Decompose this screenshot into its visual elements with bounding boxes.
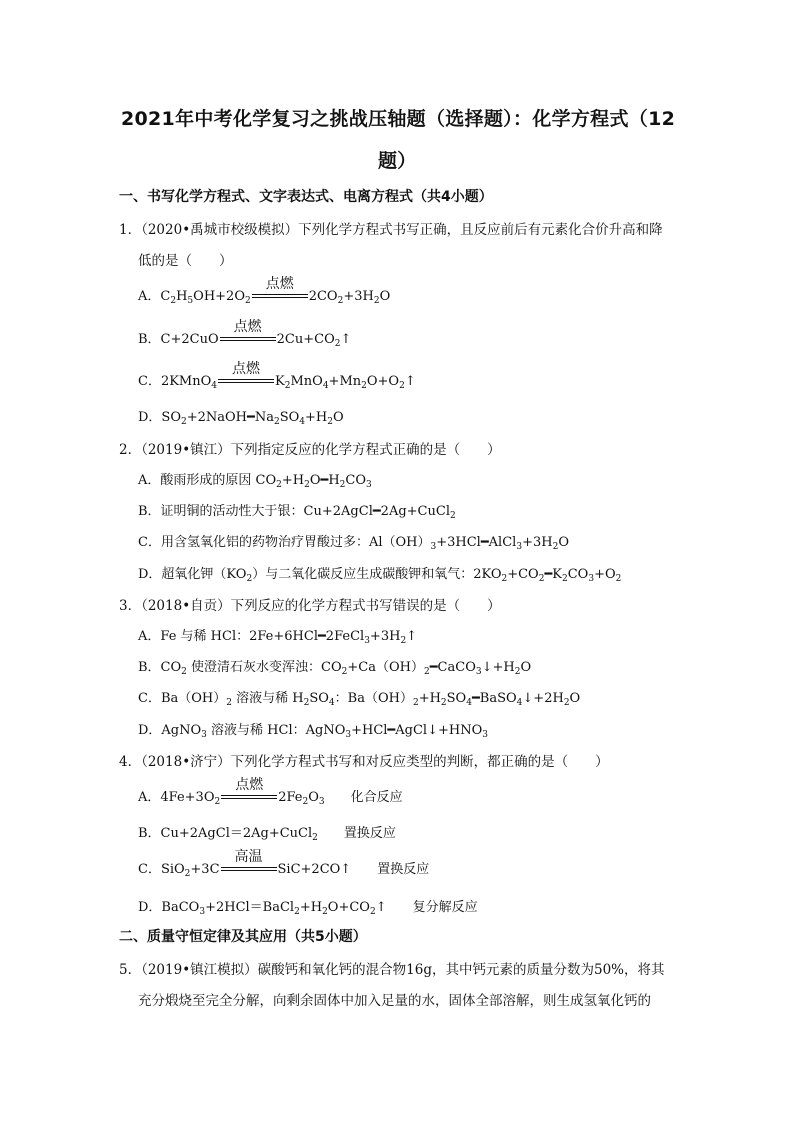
reaction-type-a: 化合反应	[350, 790, 403, 805]
reaction-condition	[221, 776, 277, 805]
reaction-condition	[252, 275, 308, 304]
question-1-option-b: B．C+2CuO 点燃 $2Cu+CO_2↑$	[138, 328, 351, 349]
section-heading-2: 二、质量守恒定律及其应用（共5小题）	[119, 929, 367, 945]
reaction-type-b: 置换反应	[343, 826, 396, 841]
question-1-option-d: D．$SO_2+2NaOH━Na_2SO_4+H_2O$	[138, 410, 344, 427]
condition-text: 点燃	[265, 275, 294, 292]
question-3-option-b: B．$CO_2$ 使澄清石灰水变浑浊：$CO_2+Ca(OH)_2━CaCO_3↓+H_2O$	[138, 660, 532, 677]
question-1-stem-line-1: 1．（2020•禹城市校级模拟）下列化学方程式书写正确，且反应前后有元素化合价升高和降	[119, 222, 663, 238]
question-2-stem: 2．（2019•镇江）下列指定反应的化学方程式正确的是（ ）	[119, 442, 501, 458]
question-2-option-d: D．超氧化钾$(KO_2)$与二氧化碳反应生成碳酸钾和氧气：$2KO_2+CO_2━K_2CO_3+O_2$	[138, 567, 622, 584]
question-2-option-a: A．酸雨形成的原因 $CO_2+H_2O━H_2CO_3$	[138, 473, 372, 490]
condition-text: 点燃	[235, 776, 264, 793]
condition-text: 高温	[234, 848, 263, 865]
question-5-stem-line-2: 充分煅烧至完全分解，向剩余固体中加入足量的水，固体全部溶解，则生成氢氧化钙的	[138, 993, 651, 1009]
question-1-option-c: C．2KMnO$_4$ 点燃 $K_2MnO_4+Mn_2O+O_2↑$	[138, 370, 416, 391]
reaction-condition	[220, 318, 276, 347]
document-title-line-1: 2021年中考化学复习之挑战压轴题（选择题）：化学方程式（12	[121, 108, 676, 130]
condition-text: 点燃	[232, 360, 261, 377]
document-title-line-2: 题）	[378, 150, 417, 172]
question-5-stem-line-1: 5．（2019•镇江模拟）碳酸钙和氧化钙的混合物16g，其中钙元素的质量分数为50%，将其	[119, 962, 665, 978]
question-4-option-d: D．$BaCO_3+2HCl=BaCl_2+H_2O+CO_2↑$ 复分解反应	[138, 896, 478, 917]
question-3-option-d: D．AgNO$_3$ 溶液与稀 HCl：$AgNO_3+HCl━AgCl↓+HNO_3$	[138, 723, 488, 740]
question-3-option-c: C．$Ba(OH)_2$ 溶液与稀 $H_2SO_4$：$Ba(OH)_2+H_2SO_4━BaSO_4↓+2H_2O$	[138, 691, 581, 708]
question-3-option-a: A．Fe 与稀 HCl：$2Fe+6HCl━2FeCl_3+3H_2↑$	[138, 629, 418, 646]
reaction-type-d: 复分解反应	[412, 900, 478, 915]
question-2-option-c: C．用含氢氧化铝的药物治疗胃酸过多：$Al(OH)_3+3HCl━AlCl_3+3H_2O$	[138, 535, 569, 552]
reaction-type-c: 置换反应	[377, 862, 430, 877]
question-3-stem: 3．（2018•自贡）下列反应的化学方程式书写错误的是（ ）	[119, 598, 501, 614]
question-1-stem-line-2: 低的是（ ）	[138, 253, 233, 269]
reaction-condition	[221, 848, 277, 877]
condition-text: 点燃	[233, 318, 262, 335]
question-4-option-b: B．Cu+2AgCl＝2Ag+CuCl$_2$ 置换反应	[138, 822, 396, 843]
question-4-option-a: A．$4Fe+3O_2$ 点燃 $2Fe_2O_3$ 化合反应	[138, 786, 403, 807]
section-heading-1: 一、书写化学方程式、文字表达式、电离方程式（共4小题）	[119, 189, 493, 205]
reaction-condition	[218, 360, 274, 389]
question-1-option-a: A．$C_2H_5OH+2O_2$ 点燃 $2CO_2+3H_2O$	[138, 285, 390, 306]
question-4-option-c: C．SiO$_2$+3C 高温 SiC+2CO↑ 置换反应	[138, 858, 429, 879]
question-2-option-b: B．证明铜的活动性大于银：Cu+2AgCl━2Ag+CuCl$_2$	[138, 504, 456, 521]
question-4-stem: 4．（2018•济宁）下列化学方程式书写和对反应类型的判断，都正确的是（ ）	[119, 754, 609, 770]
